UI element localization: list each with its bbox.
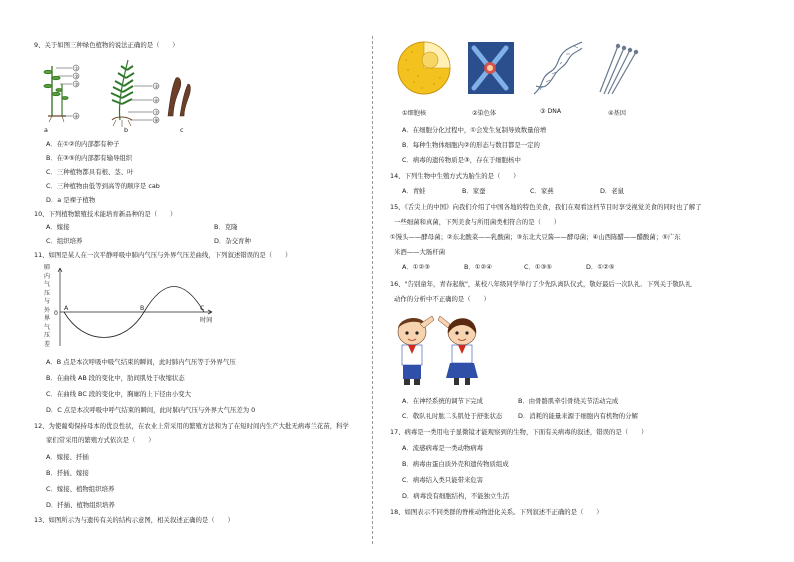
q16-stem-line1: 16、"告别童年，青春起航"，某校八年级同学举行了少先队离队仪式，敬好最后一次队礼．下列关于敬队礼 [390, 280, 692, 288]
q12-stem-line2: 家们常采用的繁殖方式依次是（ ） [46, 436, 155, 444]
q17-option-d: D．病毒没有细胞结构，不能独立生活 [402, 492, 510, 500]
girl-saluting [438, 316, 478, 385]
q13-option-a: A．在细胞分化过程中，①会发生复制导致数量倍增 [402, 126, 547, 134]
q9-num-8: ⑧ [154, 119, 159, 124]
q12-stem-line1: 12、为使葡萄保持母本的优良性状，在农业上常采用的繁殖方法和为了在短时间内生产大批无病毒兰花苗，科学 [34, 422, 349, 430]
q11-stem: 11、如图是某人在一次平静呼吸中肺内气压与外界气压差曲线，下列叙述错误的是（ ） [34, 251, 292, 259]
q11-ylabel: 肺内气压与外界气压差 [44, 264, 51, 348]
q16-salute-figure [390, 310, 490, 388]
boy-saluting [398, 316, 434, 385]
nucleus-illustration [398, 42, 450, 94]
q12-option-a: A．嫁接、扦插 [46, 453, 89, 461]
q13-option-c: C．病毒的遗传物质是③，存在于细胞核中 [402, 156, 521, 164]
q12-option-c: C．嫁接、植物组织培养 [46, 485, 115, 493]
q9-num-3: ③ [74, 83, 79, 88]
q15-stem-line2: 一些细菌和真菌，下列美食与所用菌类相符合的是（ ） [394, 218, 561, 226]
q16-stem-line2: 动作的分析中不正确的是（ ） [394, 295, 490, 303]
gene-illustration [600, 44, 638, 94]
q13-caption-dna: ③ DNA [540, 108, 562, 115]
column-divider [372, 36, 373, 544]
q16-option-a: A．在神经系统的调节下完成 [402, 397, 484, 405]
q17-option-b: B．病毒由蛋白质外壳和遗传物质组成 [402, 460, 509, 468]
q9-option-c1: C．三种植物都具有根、茎、叶 [46, 168, 134, 176]
chromosome-illustration [468, 42, 514, 94]
q9-num-4: ④ [74, 115, 79, 120]
q10-option-b: B．克隆 [214, 223, 238, 231]
q11-xlabel: 时间 [200, 317, 213, 324]
q9-option-b: B．在③⑤的内部都有输导组织 [46, 154, 133, 162]
q11-option-b: B．在曲线 AB 段的变化中，肋间肌处于收缩状态 [46, 374, 185, 382]
q9-num-5: ⑤ [154, 85, 159, 90]
q9-stem: 9、关于如图三种绿色植物的说法正确的是（ ） [34, 41, 179, 49]
q11-origin: 0 [54, 310, 58, 317]
q15-option-d: D．①②⑤ [586, 263, 615, 271]
q11-option-d: D．C 点是本次呼吸中呼气结束的瞬间，此时肺内气压与外界大气压差为 0 [46, 406, 256, 414]
q18-stem: 18、如图表示不同类群的脊椎动物进化关系。下列叙述不正确的是（ ） [390, 508, 603, 516]
q10-option-d: D．杂交育种 [214, 237, 251, 245]
q15-stem-line4: 米酒——大肠杆菌 [394, 248, 446, 256]
q11-pressure-graph [44, 262, 224, 352]
q15-option-c: C．①③⑤ [524, 263, 553, 271]
plant-c-algae [168, 78, 190, 116]
q12-option-b: B．扦插、嫁接 [46, 469, 89, 477]
plant-b-fern [111, 60, 134, 127]
q11-point-b: B [140, 305, 145, 312]
q13-caption-nucleus: ①细胞核 [402, 110, 427, 117]
q13-caption-gene: ④基因 [608, 110, 626, 117]
q17-option-c: C．病毒结入类只能带来危害 [402, 476, 484, 484]
q11-option-c: C．在曲线 BC 段的变化中，胸廓的上下径由小变大 [46, 390, 192, 398]
q16-option-b: B．由骨骼肌牵引骨绕关节活动完成 [518, 397, 619, 405]
q14-stem: 14、下列生物中生殖方式为胎生的是（ ） [390, 172, 520, 180]
q13-option-b: B．每种生物体细胞内②的形态与数目都是一定的 [402, 141, 540, 149]
q9-num-6: ⑥ [154, 99, 159, 104]
q17-option-a: A．流感病毒是一类动物病毒 [402, 444, 484, 452]
q11-point-c: C [200, 305, 205, 312]
q13-stem: 13、如图所示为与遗传有关的结构示意图，相关叙述正确的是（ ） [34, 516, 234, 524]
q10-stem: 10、下列植物繁殖技术能培育新品种的是（ ） [34, 210, 177, 218]
q9-option-a: A．在①②的内部都有种子 [46, 140, 120, 148]
q14-option-b: B．家蚕 [462, 187, 486, 195]
q9-label-b: b [124, 126, 129, 134]
q17-stem: 17、病毒是一类用电子显微镜才能观察到的生物，下面有关病毒的叙述，错误的是（ ） [390, 428, 648, 436]
q16-option-c: C．敬队礼时肱二头肌处于舒张状态 [402, 412, 503, 420]
q15-option-a: A．①②③ [402, 263, 430, 271]
q10-option-c: C．组织培养 [46, 237, 83, 245]
q13-genetics-figure [394, 38, 644, 112]
q12-option-d: D．扦插、植物组织培养 [46, 501, 115, 509]
plant-a-moss [44, 66, 68, 122]
q15-stem-line3: ①馒头——酵母菌；②东北酸菜——乳酸菌；③东北大豆酱——酵母菌；④山西陈醋——醋酸菌；⑤广东 [390, 233, 681, 241]
q9-plants-figure [42, 54, 192, 134]
q9-label-c: c [180, 126, 184, 134]
q11-point-a: A [64, 305, 69, 312]
q9-num-2: ② [74, 75, 79, 80]
q16-option-d: D．消耗的能量来源于细胞内有机物的分解 [518, 412, 638, 420]
q13-caption-chromosome: ②染色体 [472, 110, 497, 117]
q9-option-d: D．a 是裸子植物 [46, 196, 96, 204]
q14-option-d: D．老鼠 [600, 187, 625, 195]
q15-option-b: B．①②④ [464, 263, 492, 271]
q10-option-a: A．嫁接 [46, 223, 70, 231]
q11-option-a: A．B 点是本次呼吸中吸气结束的瞬间，此时肺内气压等于外界气压 [46, 358, 236, 366]
q9-num-7: ⑦ [154, 111, 159, 116]
q14-option-a: A．青蛙 [402, 187, 426, 195]
dna-illustration [534, 42, 582, 94]
q9-option-c2: C．三种植物由低等到高等的顺序是 cab [46, 182, 160, 190]
q14-option-c: C．家燕 [530, 187, 554, 195]
q9-num-1: ① [74, 67, 79, 72]
q15-stem-line1: 15、《舌尖上的中国》向我们介绍了中国各地的特色美食，我们在观看这档节目时享受视觉美食的同时也了解了 [390, 203, 702, 211]
q9-label-a: a [44, 126, 48, 134]
